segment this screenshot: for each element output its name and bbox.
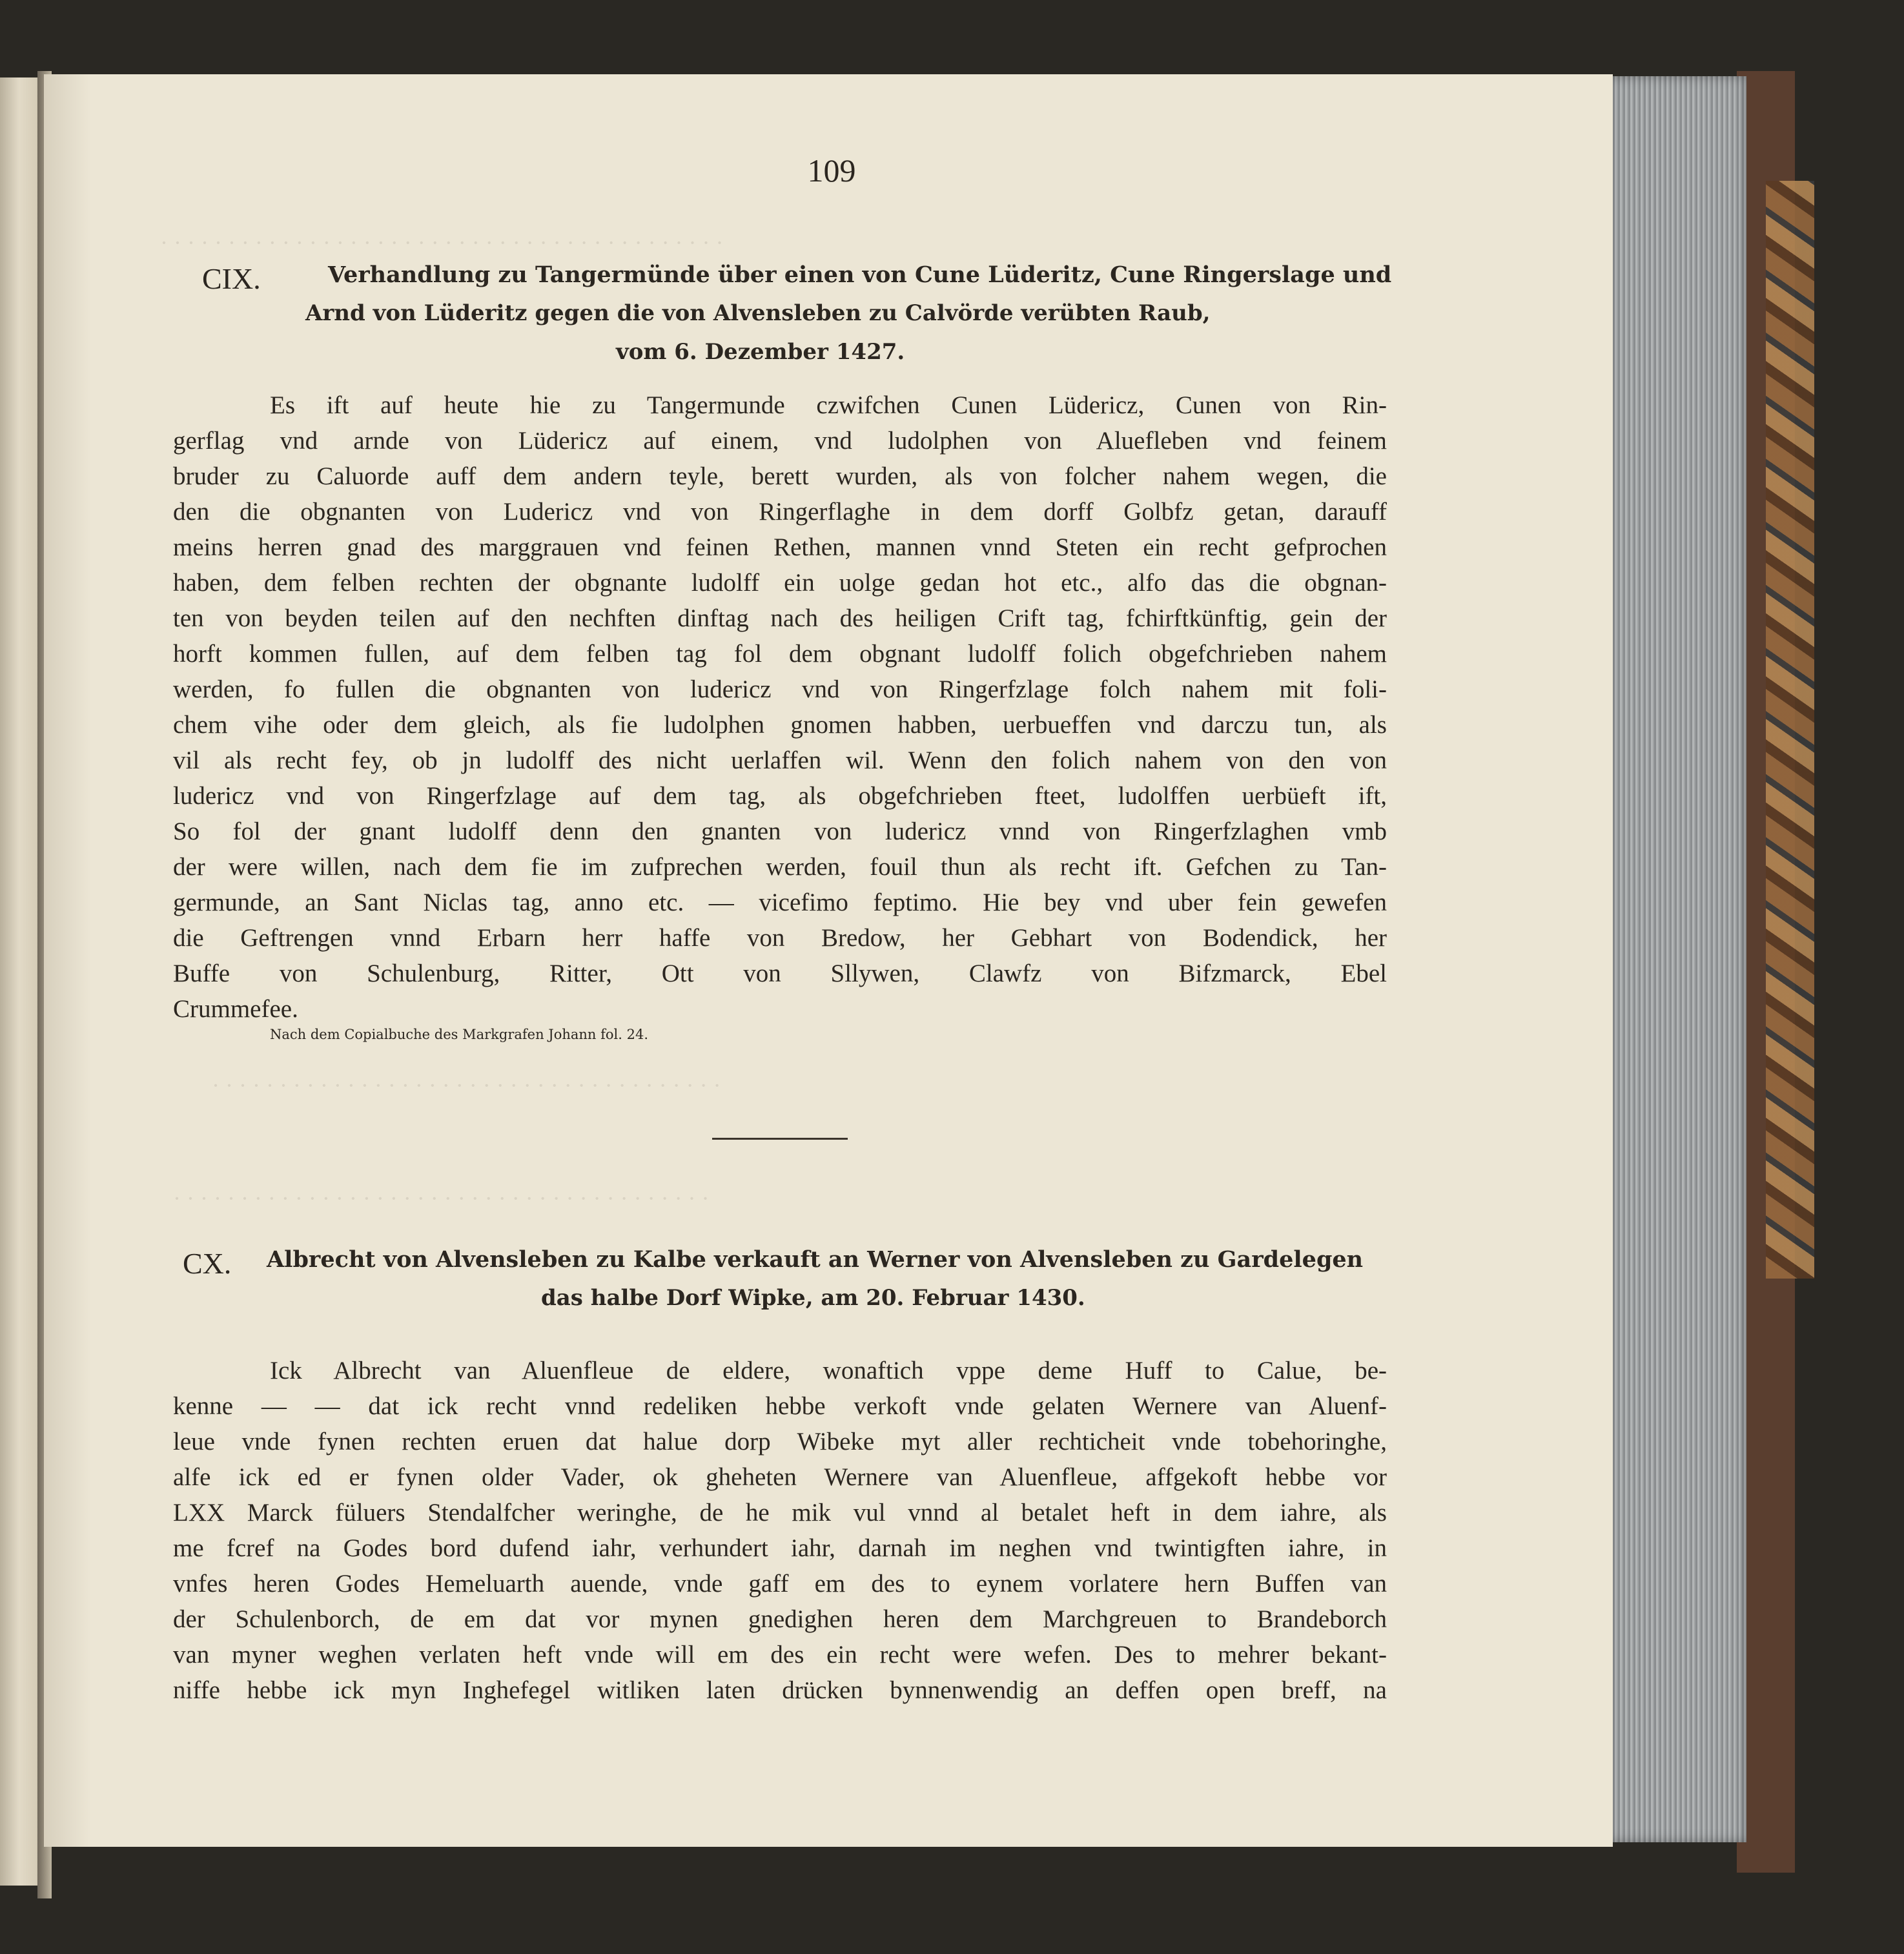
body-line: horft kommen fullen, auf dem felben tag fol dem obgnant ludolff folich obgefchrieben nahem — [173, 640, 1387, 668]
body-line: vil als recht fey, ob jn ludolff des nicht uerlaffen wil. Wenn den folich nahem von den von — [173, 746, 1387, 774]
section-heading-line: vom 6. Dezember 1427. — [616, 339, 905, 365]
body-line: den die obgnanten von Ludericz vnd von Ringerflaghe in dem dorff Golbfz getan, darauff — [173, 498, 1387, 526]
body-line: haben, dem felben rechten der obgnante ludolff ein uolge gedan hot etc., alfo das die obgnan- — [173, 569, 1387, 597]
body-line: leue vnde fynen rechten eruen dat halue dorp Wibeke myt aller rechticheit vnde tobehoringhe, — [173, 1428, 1387, 1455]
body-line: vnfes heren Godes Hemeluarth auende, vnde gaff em des to eynem vorlatere hern Buffen van — [173, 1570, 1387, 1598]
body-line: die Geftrengen vnnd Erbarn herr haffe von Bredow, her Gebhart von Bodendick, her — [173, 924, 1387, 952]
body-line: werden, fo fullen die obgnanten von ludericz vnd von Ringerfzlage folch nahem mit foli- — [173, 675, 1387, 703]
section-number: CX. — [183, 1247, 232, 1280]
body-line: ludericz vnd von Ringerfzlage auf dem tag, als obgefchrieben fteet, ludolffen uerbüeft ift, — [173, 782, 1387, 810]
body-line: germunde, an Sant Niclas tag, anno etc. — vicefimo feptimo. Hie bey vnd uber fein gewefen — [173, 889, 1387, 916]
body-line: Buffe von Schulenburg, Ritter, Ott von Sllywen, Clawfz von Bifzmarck, Ebel — [173, 960, 1387, 987]
body-line: chem vihe oder dem gleich, als fie ludolphen gnomen habben, uerbueffen vnd darczu tun, als — [173, 711, 1387, 739]
body-line: LXX Marck füluers Stendalfcher weringhe, de he mik vul vnnd al betalet heft in dem iahre, als — [173, 1499, 1387, 1527]
body-line: Ick Albrecht van Aluenfleue de eldere, wonaftich vppe deme Huff to Calue, be- — [270, 1357, 1387, 1384]
source-note: Nach dem Copialbuche des Markgrafen Johann fol. 24. — [270, 1027, 649, 1042]
body-line: So fol der gnant ludolff denn den gnanten von ludericz vnnd von Ringerfzlaghen vmb — [173, 818, 1387, 845]
body-line: alfe ick ed er fynen older Vader, ok gheheten Wernere van Aluenfleue, affgekoft hebbe vor — [173, 1463, 1387, 1491]
bleed-through: · · · · · · · · · · · · · · · · · · · · · · · · · · · · · · · · · · · · · · · · · · — [160, 230, 724, 256]
body-line: meins herren gnad des marggrauen vnd feinen Rethen, mannen vnnd Steten ein recht gefprochen — [173, 533, 1387, 561]
page-stack-edge — [1608, 76, 1746, 1842]
body-line: Crummefee. — [173, 995, 298, 1023]
facing-page-edge — [0, 77, 43, 1886]
bleed-through: · · · · · · · · · · · · · · · · · · · · · · · · · · · · · · · · · · · · · · · · — [173, 1186, 710, 1211]
body-line: der Schulenborch, de em dat vor mynen gnedighen heren dem Marchgreuen to Brandeborch — [173, 1605, 1387, 1633]
section-number: CIX. — [202, 262, 261, 295]
body-line: me fcref na Godes bord dufend iahr, verhundert iahr, darnah im neghen vnd twintigften iahre, in — [173, 1534, 1387, 1562]
section-heading-line: das halbe Dorf Wipke, am 20. Februar 1430. — [541, 1285, 1085, 1311]
book-page — [44, 74, 1613, 1847]
body-line: der were willen, nach dem fie im zufprechen werden, fouil thun als recht ift. Gefchen zu Tan- — [173, 853, 1387, 881]
body-line: kenne — — dat ick recht vnnd redeliken hebbe verkoft vnde gelaten Wernere van Aluenf- — [173, 1392, 1387, 1420]
bleed-through: · · · · · · · · · · · · · · · · · · · · · · · · · · · · · · · · · · · · · · — [212, 1073, 721, 1098]
body-line: niffe hebbe ick myn Inghefegel witliken laten drücken bynnenwendig an deffen open breff, na — [173, 1676, 1387, 1704]
body-line: gerflag vnd arnde von Lüdericz auf einem, vnd ludolphen von Aluefleben vnd feinem — [173, 427, 1387, 455]
section-heading-line: Verhandlung zu Tangermünde über einen von Cune Lüderitz, Cune Ringerslage und — [328, 262, 1392, 288]
body-line: bruder zu Caluorde auff dem andern teyle, berett wurden, als von folcher nahem wegen, die — [173, 462, 1387, 490]
marbled-endpaper — [1766, 181, 1814, 1279]
body-line: ten von beyden teilen auf den nechften dinftag nach des heiligen Crift tag, fchirftkünftig, gein der — [173, 604, 1387, 632]
section-divider — [712, 1138, 848, 1140]
page-number: 109 — [807, 152, 856, 189]
body-line: Es ift auf heute hie zu Tangermunde czwifchen Cunen Lüdericz, Cunen von Rin- — [270, 391, 1387, 419]
body-line: van myner weghen verlaten heft vnde will em des ein recht were wefen. Des to mehrer bekant- — [173, 1641, 1387, 1669]
section-heading-line: Albrecht von Alvensleben zu Kalbe verkauft an Werner von Alvensleben zu Gardelegen — [267, 1246, 1364, 1273]
section-heading-line: Arnd von Lüderitz gegen die von Alvensleben zu Calvörde verübten Raub, — [305, 300, 1211, 326]
